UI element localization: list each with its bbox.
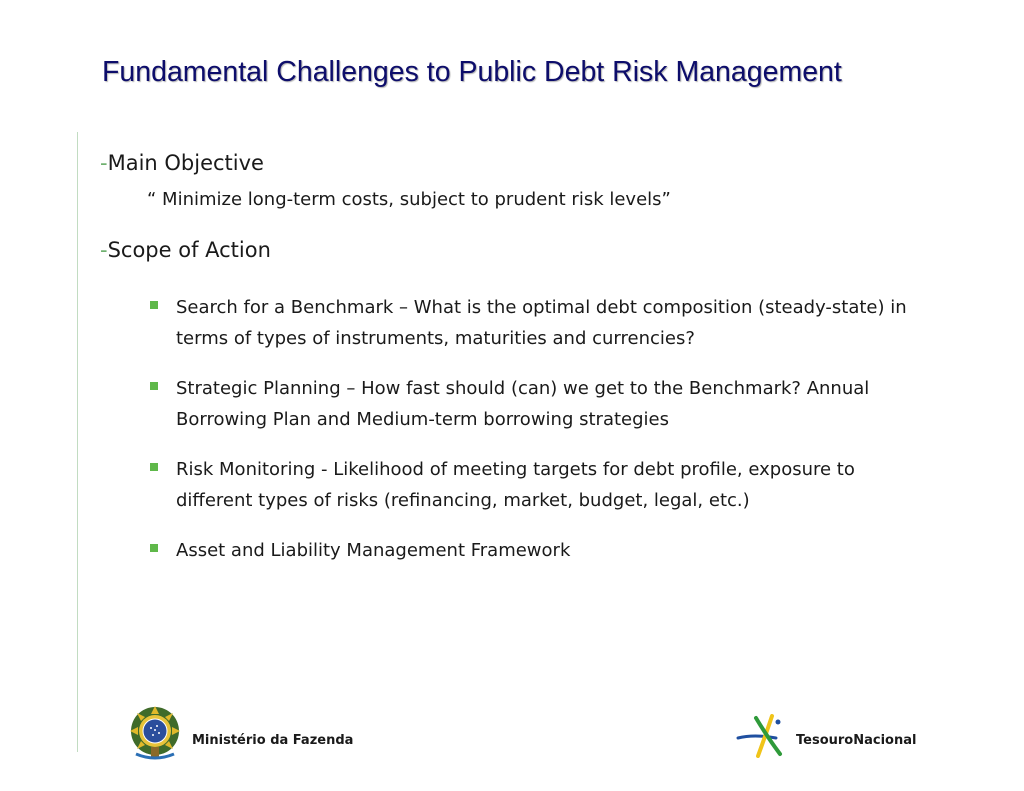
bullet-text: Strategic Planning – How fast should (can) we get to the Benchmark? Annual Borrowing Plan and Medium-term borrowing strategies bbox=[176, 378, 870, 430]
footer-tesouro bbox=[736, 714, 916, 758]
bullet-item bbox=[148, 373, 928, 435]
slide-title: Fundamental Challenges to Public Debt Risk Management bbox=[102, 56, 842, 88]
bullet-item bbox=[148, 454, 928, 516]
tesouro-nacional-logo bbox=[736, 714, 792, 758]
heading-dash: - bbox=[100, 238, 108, 262]
vertical-rule bbox=[77, 132, 78, 752]
section-heading-main-objective bbox=[100, 151, 264, 175]
bullet-square-icon bbox=[150, 301, 158, 309]
bullet-item bbox=[148, 535, 928, 566]
scope-bullet-list bbox=[148, 292, 928, 585]
bullet-square-icon bbox=[150, 544, 158, 552]
heading-label: Main Objective bbox=[107, 151, 264, 175]
bullet-text: Risk Monitoring - Likelihood of meeting targets for debt profile, exposure to different types of risks (refinancing, market, budget, legal, etc.) bbox=[176, 459, 855, 511]
bullet-square-icon bbox=[150, 463, 158, 471]
heading-dash: - bbox=[100, 151, 108, 175]
tesouro-label: TesouroNacional bbox=[796, 732, 917, 748]
bullet-item bbox=[148, 292, 928, 354]
bullet-square-icon bbox=[150, 382, 158, 390]
section-heading-scope-of-action bbox=[100, 238, 271, 262]
objective-quote: “ Minimize long-term costs, subject to prudent risk levels” bbox=[147, 189, 671, 210]
heading-label: Scope of Action bbox=[107, 238, 271, 262]
ministerio-label: Ministério da Fazenda bbox=[192, 732, 354, 748]
footer-ministerio bbox=[126, 704, 353, 762]
bullet-text: Asset and Liability Management Framework bbox=[176, 540, 571, 561]
bullet-text: Search for a Benchmark – What is the optimal debt composition (steady-state) in terms of types of instruments, maturities and currencies? bbox=[176, 297, 907, 349]
coat-of-arms-icon bbox=[126, 704, 184, 762]
